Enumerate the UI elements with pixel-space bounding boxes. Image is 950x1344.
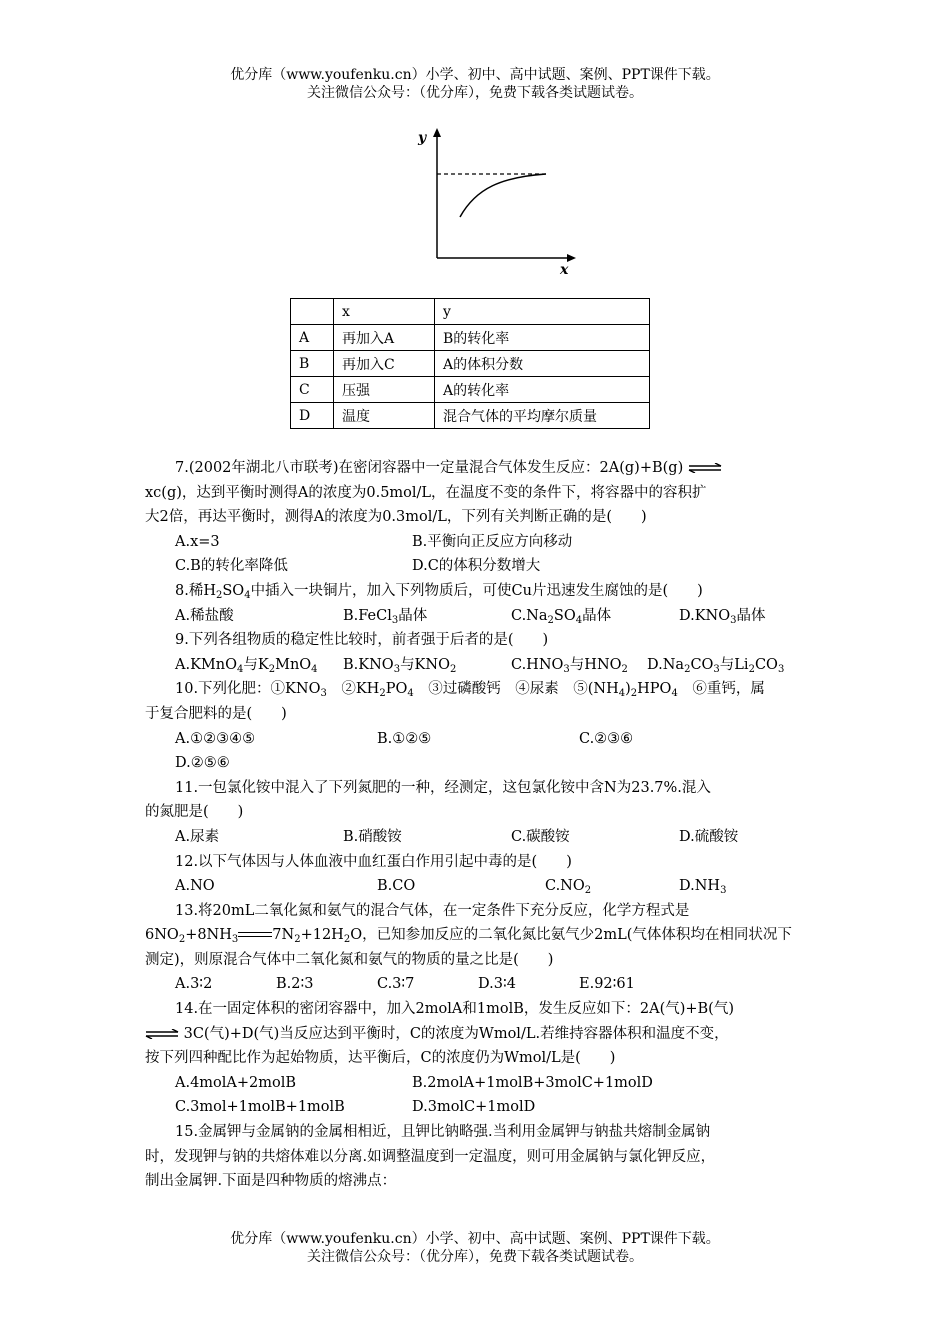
question-8-text: 8.稀H	[175, 582, 216, 599]
x-axis-label: x	[560, 262, 569, 278]
reversible-arrow-icon	[688, 463, 722, 473]
option-c: $C.NO_2$	[545, 878, 592, 897]
question-14-text: 3C(气)+D(气)当反应达到平衡时，C的浓度为Wmol/L.若维持容器体积和温度不变，	[183, 1025, 729, 1042]
table-cell: A的转化率	[435, 377, 650, 403]
question-8-line	[145, 579, 807, 604]
table-cell: C	[291, 377, 334, 403]
option-d: D.硫酸铵	[679, 828, 739, 845]
curve-graph-svg	[410, 122, 580, 278]
saturation-curve	[460, 174, 546, 217]
table-cell: B的转化率	[435, 325, 650, 351]
question-14-line: 14.在一固定体积的密闭容器中，加入2molA和1molB，发生反应如下：2A(气)+B(气)	[175, 1001, 734, 1018]
option-b: B.平衡向正反应方向移动	[412, 533, 573, 550]
question-content	[145, 456, 807, 1194]
option-a: A.尿素	[175, 828, 220, 845]
y-axis-label: y	[418, 130, 427, 146]
question-10-options	[145, 727, 807, 752]
question-12-options	[145, 874, 807, 899]
footer-line-1: 优分库（www.youfenku.cn）小学、初中、高中试题、案例、PPT课件下载。	[230, 1231, 720, 1247]
page-header	[0, 66, 950, 102]
question-7-text: 7.(2002年湖北八市联考)在密闭容器中一定量混合气体发生反应：2A(g)+B(g)	[175, 460, 684, 476]
option-b: B.2molA+1molB+3molC+1molD	[412, 1074, 653, 1091]
header-line-2: 关注微信公众号：（优分库），免费下载各类试题试卷。	[307, 85, 643, 101]
option-d: $D.NH_3$	[679, 878, 727, 897]
option-a: A.4molA+2molB	[175, 1074, 297, 1091]
table-header-cell	[291, 299, 334, 325]
option-c: C.3mol+1molB+1molB	[175, 1099, 345, 1116]
question-12-line: 12.以下气体因与人体血液中血红蛋白作用引起中毒的是( )	[175, 853, 572, 870]
question-11-line: 的氮肥是( )	[145, 804, 244, 821]
question-8-text: 中插入一块铜片，加入下列物质后，可使Cu片迅速发生腐蚀的是( )	[250, 582, 703, 599]
option-d: D.②⑤⑥	[175, 755, 230, 772]
options-table	[290, 298, 650, 429]
question-10-line: 于复合肥料的是( )	[145, 705, 287, 722]
option-c: C.碳酸铵	[511, 828, 570, 845]
table-header-cell: x	[334, 299, 435, 325]
question-14-options	[145, 1071, 807, 1096]
question-14-line	[145, 1022, 807, 1047]
question-13-options	[145, 972, 807, 997]
option-a: A.稀盐酸	[175, 607, 234, 624]
y-axis-arrow-icon	[433, 128, 441, 137]
table-cell: 温度	[334, 403, 435, 429]
table-cell: 再加入C	[334, 351, 435, 377]
question-11-line: 11.一包氯化铵中混入了下列氮肥的一种，经测定，这包氯化铵中含N为23.7%.混入	[175, 779, 711, 796]
option-b: B.CO	[377, 878, 416, 895]
question-11-options	[145, 825, 807, 850]
option-d: D.3molC+1molD	[412, 1099, 536, 1116]
option-b: B.硝酸铵	[343, 828, 402, 845]
option-d: D.C的体积分数增大	[412, 558, 541, 575]
option-c: C.3∶7	[377, 976, 415, 993]
question-7-options	[145, 530, 807, 555]
subscript: 4	[244, 589, 251, 601]
question-15-line: 制出金属钾.下面是四种物质的熔沸点：	[145, 1173, 397, 1190]
reversible-arrow-icon	[145, 1029, 179, 1039]
table-cell: 再加入A	[334, 325, 435, 351]
question-7-line: xc(g)，达到平衡时测得A的浓度为0.5mol/L，在温度不变的条件下，将容器中的容积扩	[145, 484, 707, 501]
option-a: A.x=3	[175, 533, 220, 550]
x-axis-arrow-icon	[567, 254, 576, 262]
footer-line-2: 关注微信公众号：（优分库），免费下载各类试题试卷。	[307, 1249, 643, 1265]
option-d: $D.KNO_3$晶体	[679, 607, 766, 626]
table-row	[291, 351, 650, 377]
option-a: A.①②③④⑤	[175, 730, 256, 747]
option-a: A.NO	[175, 878, 215, 895]
equals-sign-icon	[238, 931, 272, 939]
table-row	[291, 325, 650, 351]
option-e: E.92∶61	[579, 976, 635, 993]
page-footer	[0, 1230, 950, 1266]
table-row	[291, 377, 650, 403]
question-9-options	[145, 653, 807, 678]
question-14-line: 按下列四种配比作为起始物质，达平衡后，C的浓度仍为Wmol/L是( )	[145, 1050, 616, 1067]
question-15-line: 时，发现钾与钠的共熔体难以分离.如调整温度到一定温度，则可用金属钠与氯化钾反应，	[145, 1148, 716, 1165]
subscript: 2	[215, 589, 223, 601]
option-c: $C.Na_2SO_4$晶体	[511, 607, 612, 626]
option-d: D.3∶4	[478, 976, 516, 993]
option-c: $C.HNO_3$与$HNO_2$	[511, 656, 628, 675]
question-10-line: 10.下列化肥：$①KNO_3$ $②KH_2PO_4$ ③过磷酸钙 ④尿素 $⑤(NH_4)_2HPO_4$ ⑥重钙，属	[175, 681, 765, 700]
question-13-line: $6NO_2+8NH_3$ $7N_2+12H_2O$，已知参加反应的二氧化氮比氨气少2mL(气体体积均在相同状况下	[145, 927, 792, 946]
table-cell: A	[291, 325, 334, 351]
question-9-line: 9.下列各组物质的稳定性比较时，前者强于后者的是( )	[175, 632, 549, 649]
table-cell: 混合气体的平均摩尔质量	[435, 403, 650, 429]
option-d: $D.Na_2CO_3$与$Li_2CO_3$	[647, 656, 785, 675]
option-b: $B.KNO_3$与$KNO_2$	[343, 656, 457, 675]
question-7-line: 大2倍，再达平衡时，测得A的浓度为0.3mol/L，下列有关判断正确的是( )	[145, 509, 647, 526]
option-a: A.3∶2	[175, 976, 213, 993]
question-7-options	[145, 554, 807, 579]
question-14-options	[145, 1095, 807, 1120]
question-15-line: 15.金属钾与金属钠的金属相相近，且钾比钠略强.当利用金属钾与钠盐共熔制金属钠	[175, 1124, 711, 1141]
option-b: B.①②⑤	[377, 730, 432, 747]
table-cell: B	[291, 351, 334, 377]
question-8-options	[145, 604, 807, 629]
question-7-line	[145, 456, 807, 481]
option-c: C.②③⑥	[579, 730, 634, 747]
table-row	[291, 403, 650, 429]
option-b: B.FeCl$_3$晶体	[343, 607, 428, 626]
table-header-row	[291, 299, 650, 325]
table-cell: 压强	[334, 377, 435, 403]
table-cell: D	[291, 403, 334, 429]
question-13-line: 测定)，则原混合气体中二氧化氮和氨气的物质的量之比是( )	[145, 951, 554, 968]
question-13-line: 13.将20mL二氧化氮和氨气的混合气体，在一定条件下充分反应，化学方程式是	[175, 902, 690, 919]
question-10-options	[145, 751, 807, 776]
option-b: B.2∶3	[276, 976, 314, 993]
curve-graph	[410, 122, 580, 278]
table-cell: A的体积分数	[435, 351, 650, 377]
table-header-cell: y	[435, 299, 650, 325]
option-a: A.KMnO$_4$与$K_2MnO_4$	[175, 656, 318, 675]
option-c: C.B的转化率降低	[175, 558, 288, 575]
question-8-text: SO	[222, 582, 245, 599]
header-line-1: 优分库（www.youfenku.cn）小学、初中、高中试题、案例、PPT课件下载。	[230, 67, 720, 83]
